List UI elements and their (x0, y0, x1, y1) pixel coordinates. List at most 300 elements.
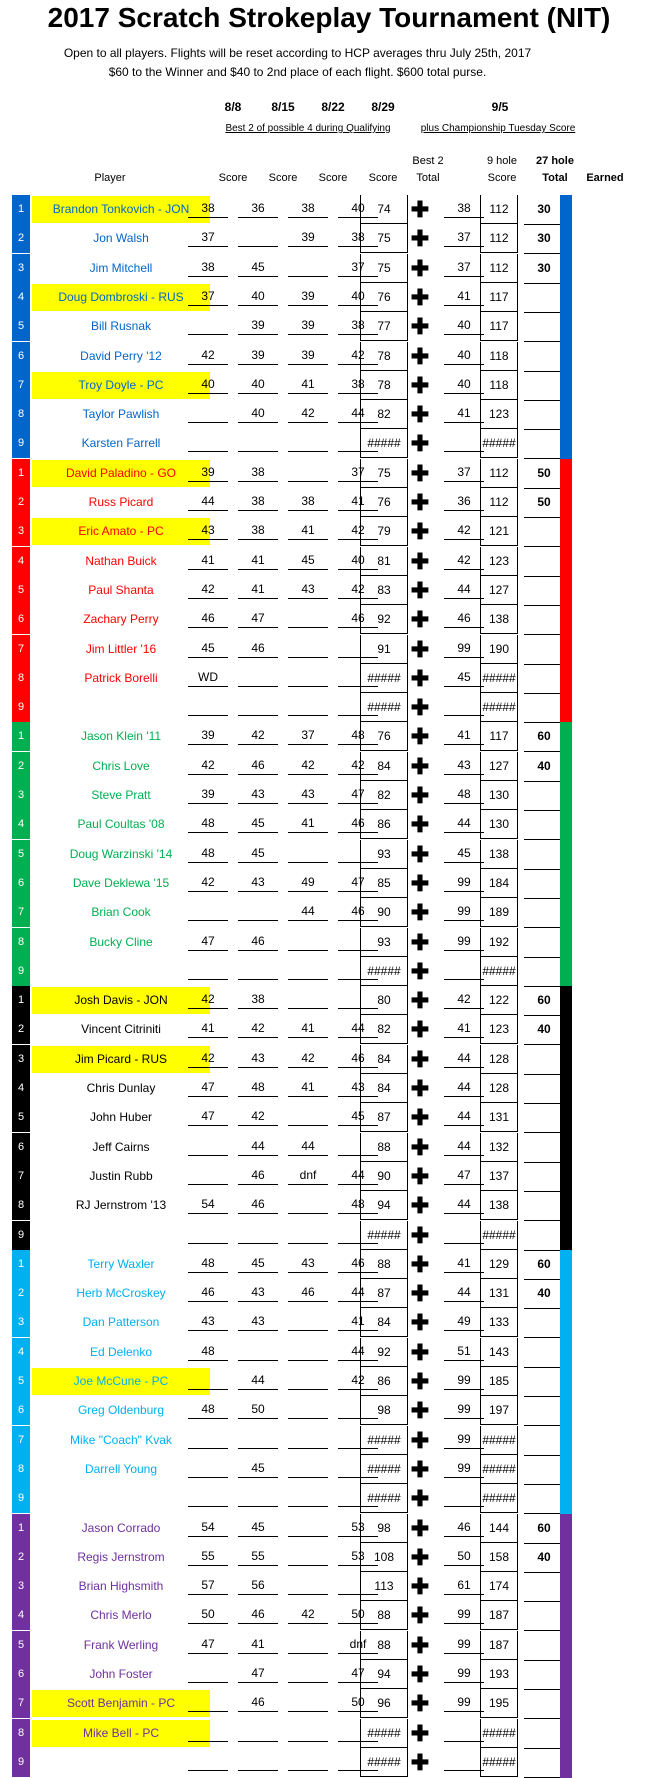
nine-hole-cell: 42 (444, 517, 484, 540)
score-cell: 50 (338, 1601, 378, 1624)
t27-total-cell: 123 (480, 1015, 518, 1044)
plus-icon: ✚ (410, 1398, 430, 1424)
rank-number: 1 (12, 459, 30, 488)
earned-cell: 60 (524, 1250, 564, 1280)
nine-hole-cell: 41 (444, 722, 484, 745)
plus-icon: ✚ (410, 519, 430, 545)
score-cell: 46 (238, 1191, 278, 1214)
t27-total-cell: 127 (480, 576, 518, 605)
score-cell: 46 (238, 928, 278, 951)
score-cell: 47 (188, 1103, 228, 1126)
nine-hole-cell: 99 (444, 1660, 484, 1683)
score-header-2: Score (268, 172, 298, 184)
score-cell: 38 (238, 517, 278, 540)
table-row (12, 1338, 652, 1367)
score-cell (288, 1660, 328, 1683)
earned-cell (524, 1484, 564, 1514)
player-name (32, 1485, 210, 1512)
player-name: Ed Delenko (89, 1344, 153, 1359)
score-cell (238, 1748, 278, 1771)
plus-icon: ✚ (410, 900, 430, 926)
best2-total-cell: 92 (360, 605, 408, 634)
best2-total-cell: ##### (360, 664, 408, 693)
rank-number: 7 (12, 898, 30, 927)
score-cell: 45 (238, 1514, 278, 1537)
earned-cell (524, 928, 564, 958)
table-row (12, 810, 652, 839)
nine-hole-header-bottom: Score (487, 172, 517, 184)
best2-total-cell: 75 (360, 254, 408, 283)
score-cell: 47 (188, 928, 228, 951)
t27-total-cell: ##### (480, 429, 518, 458)
plus-icon: ✚ (410, 1456, 430, 1482)
best2-total-cell: 87 (360, 1103, 408, 1132)
rank-number: 7 (12, 1426, 30, 1455)
nine-hole-cell: 40 (444, 342, 484, 365)
table-row (12, 1367, 652, 1396)
t27-total-cell: 112 (480, 224, 518, 253)
table-row (12, 928, 652, 957)
player-name: John Foster (89, 1667, 153, 1681)
nine-hole-cell: 99 (444, 1455, 484, 1478)
table-row (12, 869, 652, 898)
score-cell (188, 693, 228, 716)
score-cell: 47 (338, 1660, 378, 1683)
rank-number: 1 (12, 986, 30, 1015)
rank-number: 2 (12, 1279, 30, 1308)
rank-number: 4 (12, 1338, 30, 1367)
t27-total-cell: 197 (480, 1396, 518, 1425)
plus-icon: ✚ (410, 724, 430, 750)
best2-header-bottom: Total (416, 172, 440, 184)
nine-hole-cell: 50 (444, 1543, 484, 1566)
score-cell: 45 (288, 547, 328, 570)
player-name: Dan Patterson (82, 1315, 160, 1330)
date-header-final: 9/5 (491, 100, 509, 114)
score-cell: 44 (238, 1133, 278, 1156)
flight-color-bar (560, 1689, 572, 1719)
t27-total-cell: 185 (480, 1367, 518, 1396)
earned-cell (524, 693, 564, 723)
t27-total-cell: 131 (480, 1279, 518, 1308)
score-cell: 50 (238, 1396, 278, 1419)
rank-number: 6 (12, 342, 30, 371)
nine-hole-cell: 99 (444, 1367, 484, 1390)
score-cell: 57 (188, 1572, 228, 1595)
score-cell: 48 (188, 810, 228, 833)
plus-icon: ✚ (410, 548, 430, 574)
rank-number: 6 (12, 605, 30, 634)
t27-total-cell: 138 (480, 840, 518, 869)
earned-header: Earned (586, 172, 624, 184)
best2-total-cell: 113 (360, 1572, 408, 1601)
table-row (12, 517, 652, 546)
score-cell (238, 898, 278, 921)
plus-icon: ✚ (410, 1749, 430, 1775)
score-cell: 48 (338, 1191, 378, 1214)
best2-total-cell: 90 (360, 1162, 408, 1191)
plus-icon: ✚ (410, 870, 430, 896)
table-row (12, 1396, 652, 1425)
flight-color-bar (560, 254, 572, 284)
score-cell (288, 664, 328, 687)
score-cell (288, 840, 328, 863)
table-row (12, 635, 652, 664)
score-cell: 44 (188, 488, 228, 511)
score-cell (188, 1426, 228, 1449)
rank-number: 6 (12, 869, 30, 898)
score-cell: 46 (238, 1689, 278, 1712)
date-header-2: 8/15 (271, 100, 295, 114)
rank-number: 5 (12, 576, 30, 605)
score-cell: 42 (238, 1015, 278, 1038)
player-name: Brian Cook (91, 905, 151, 920)
plus-icon: ✚ (410, 812, 430, 838)
score-cell (238, 1426, 278, 1449)
t27-total-cell: 195 (480, 1689, 518, 1718)
nine-hole-cell: 99 (444, 1601, 484, 1624)
table-row (12, 1455, 652, 1484)
best2-total-cell: 88 (360, 1601, 408, 1630)
flight-color-bar (560, 1455, 572, 1485)
rank-number: 8 (12, 1455, 30, 1484)
score-cell (288, 1308, 328, 1331)
score-cell: 42 (288, 400, 328, 423)
score-cell: 42 (288, 1601, 328, 1624)
earned-cell (524, 312, 564, 342)
flight-color-bar (560, 1719, 572, 1749)
score-cell (288, 1367, 328, 1390)
table-row (12, 1191, 652, 1220)
t27-total-cell: 131 (480, 1103, 518, 1132)
flight-color-bar (560, 1631, 572, 1661)
table-row (12, 547, 652, 576)
score-cell: 44 (238, 1367, 278, 1390)
score-cell (238, 693, 278, 716)
earned-cell (524, 1455, 564, 1485)
t27-total-cell: 192 (480, 928, 518, 957)
score-cell: 46 (338, 810, 378, 833)
score-cell (238, 1338, 278, 1361)
table-row (12, 1103, 652, 1132)
best2-total-cell: ##### (360, 1221, 408, 1250)
player-name (32, 694, 210, 721)
rank-number: 9 (12, 957, 30, 986)
nine-hole-cell: 44 (444, 576, 484, 599)
subtitle-purse: $60 to the Winner and $40 to 2nd place of each flight. $600 total purse. (108, 65, 487, 79)
plus-icon: ✚ (410, 695, 430, 721)
score-cell: 46 (338, 898, 378, 921)
t27-header-top: 27 hole (536, 155, 574, 167)
score-cell (288, 1455, 328, 1478)
earned-cell (524, 517, 564, 547)
plus-icon: ✚ (410, 1281, 430, 1307)
t27-total-cell: 112 (480, 195, 518, 224)
player-name: Chris Merlo (90, 1608, 152, 1623)
t27-total-cell: ##### (480, 1748, 518, 1777)
nine-hole-cell (444, 1719, 484, 1742)
rank-number: 2 (12, 488, 30, 517)
score-cell: 46 (338, 1250, 378, 1273)
nine-hole-cell: 44 (444, 1133, 484, 1156)
score-cell: 44 (338, 1279, 378, 1302)
score-cell: 46 (238, 1601, 278, 1624)
score-cell (238, 1719, 278, 1742)
t27-total-cell: 117 (480, 283, 518, 312)
player-name: Mike "Coach" Kvak (70, 1432, 172, 1447)
rank-number: 3 (12, 1045, 30, 1074)
best2-total-cell: ##### (360, 693, 408, 722)
best2-total-cell: 93 (360, 840, 408, 869)
plus-icon: ✚ (410, 1603, 430, 1629)
best2-total-cell: 77 (360, 312, 408, 341)
plus-icon: ✚ (410, 1369, 430, 1394)
t27-total-cell: 122 (480, 986, 518, 1015)
score-cell: 42 (238, 722, 278, 745)
score-cell: 39 (288, 312, 328, 335)
nine-hole-cell: 41 (444, 400, 484, 423)
flight-color-bar (560, 1250, 572, 1280)
score-cell: 39 (188, 722, 228, 745)
nine-hole-cell: 99 (444, 1689, 484, 1712)
score-cell: 46 (288, 1279, 328, 1302)
earned-cell (524, 1338, 564, 1368)
score-cell (288, 1338, 328, 1361)
player-name: Bill Rusnak (90, 319, 152, 334)
player-name: Frank Werling (83, 1637, 159, 1652)
player-name: Jim Picard - RUS (32, 1046, 210, 1073)
score-cell: 48 (188, 1250, 228, 1273)
score-cell: 37 (338, 254, 378, 277)
player-name: Doug Warzinski '14 (69, 846, 173, 861)
rank-number: 1 (12, 1250, 30, 1279)
t27-total-cell: ##### (480, 693, 518, 722)
t27-total-cell: 123 (480, 547, 518, 576)
nine-hole-cell: 37 (444, 224, 484, 247)
t27-total-cell: 189 (480, 898, 518, 927)
player-header: Player (94, 172, 126, 184)
player-name: Chris Dunlay (86, 1081, 156, 1095)
nine-hole-cell: 99 (444, 928, 484, 951)
rank-number: 4 (12, 810, 30, 839)
score-cell: 37 (288, 722, 328, 745)
flight-color-bar (560, 429, 572, 459)
plus-icon: ✚ (410, 636, 430, 662)
score-cell (288, 1543, 328, 1566)
nine-hole-cell: 49 (444, 1308, 484, 1331)
best2-total-cell: ##### (360, 1719, 408, 1748)
best2-total-cell: 98 (360, 1514, 408, 1543)
player-name: Darrell Young (84, 1461, 158, 1476)
score-cell: 49 (288, 869, 328, 892)
nine-hole-cell: 40 (444, 312, 484, 335)
nine-hole-cell: 40 (444, 371, 484, 394)
player-name: Scott Benjamin - PC (32, 1690, 210, 1717)
plus-icon: ✚ (410, 343, 430, 369)
earned-cell (524, 1103, 564, 1133)
score-cell (288, 1748, 328, 1771)
plus-icon: ✚ (410, 490, 430, 515)
earned-cell (524, 1719, 564, 1749)
best2-total-cell: 80 (360, 986, 408, 1015)
flight-color-bar (560, 957, 572, 987)
earned-cell: 40 (524, 1543, 564, 1573)
table-row (12, 1689, 652, 1718)
earned-cell (524, 840, 564, 870)
earned-cell (524, 1308, 564, 1338)
player-name: Eric Amato - PC (32, 518, 210, 545)
player-name: Joe McCune - PC (32, 1368, 210, 1395)
t27-total-cell: 138 (480, 605, 518, 634)
flight-color-bar (560, 1367, 572, 1397)
best2-total-cell: 88 (360, 1250, 408, 1279)
score-cell: 37 (188, 224, 228, 247)
flight-color-bar (560, 283, 572, 313)
plus-icon: ✚ (410, 314, 430, 340)
score-cell: 47 (338, 869, 378, 892)
best2-total-cell: 94 (360, 1191, 408, 1220)
score-cell (288, 254, 328, 277)
nine-hole-cell: 51 (444, 1338, 484, 1361)
flight-color-bar (560, 195, 572, 225)
nine-hole-cell (444, 429, 484, 452)
rank-number: 6 (12, 1133, 30, 1162)
plus-icon: ✚ (410, 1310, 430, 1336)
player-name: Jim Mitchell (89, 260, 153, 275)
rank-number: 1 (12, 722, 30, 751)
rank-number: 3 (12, 781, 30, 810)
score-cell: 50 (338, 1689, 378, 1712)
flight-color-bar (560, 693, 572, 723)
score-cell (288, 1572, 328, 1595)
flight-color-bar (560, 1133, 572, 1163)
nine-hole-cell: 99 (444, 869, 484, 892)
player-name: Justin Rubb (89, 1168, 153, 1183)
t27-total-cell: ##### (480, 1484, 518, 1513)
score-cell (288, 1396, 328, 1419)
score-cell: 48 (338, 722, 378, 745)
rank-number: 5 (12, 1367, 30, 1396)
player-name: David Paladino - GO (32, 460, 210, 487)
score-cell: 40 (338, 195, 378, 218)
plus-icon: ✚ (410, 753, 430, 779)
player-name: Troy Doyle - PC (32, 372, 210, 399)
score-cell: 42 (188, 869, 228, 892)
plus-icon: ✚ (410, 988, 430, 1014)
nine-hole-cell: 46 (444, 1514, 484, 1537)
best2-total-cell: 93 (360, 928, 408, 957)
flight-color-bar (560, 224, 572, 254)
best2-total-cell: 88 (360, 1133, 408, 1162)
score-cell: 47 (188, 1631, 228, 1654)
nine-hole-cell (444, 1484, 484, 1507)
table-row (12, 722, 652, 751)
t27-total-cell: 112 (480, 459, 518, 488)
player-name: Greg Oldenburg (77, 1403, 165, 1418)
earned-cell: 60 (524, 986, 564, 1016)
t27-total-cell: 143 (480, 1338, 518, 1367)
rank-number: 8 (12, 664, 30, 693)
score-cell: 38 (338, 312, 378, 335)
table-row (12, 1133, 652, 1162)
earned-cell (524, 1572, 564, 1602)
earned-cell (524, 781, 564, 811)
nine-hole-cell: 45 (444, 840, 484, 863)
score-cell: 39 (238, 312, 278, 335)
table-row (12, 1162, 652, 1191)
t27-total-cell: 127 (480, 752, 518, 781)
flight-color-bar (560, 459, 572, 489)
player-name: Paul Shanta (88, 582, 154, 597)
table-row (12, 224, 652, 253)
best2-total-cell: 87 (360, 1279, 408, 1308)
plus-icon: ✚ (410, 783, 430, 808)
score-cell: 46 (188, 605, 228, 628)
player-name: Regis Jernstrom (77, 1549, 165, 1564)
plus-icon: ✚ (410, 284, 430, 310)
score-cell: 44 (288, 1133, 328, 1156)
score-cell: 47 (238, 605, 278, 628)
score-cell (288, 1426, 328, 1449)
score-cell: 43 (238, 1279, 278, 1302)
score-cell (188, 1162, 228, 1185)
score-cell: 50 (188, 1601, 228, 1624)
score-cell: 42 (188, 576, 228, 599)
score-cell: 40 (238, 371, 278, 394)
date-header-4: 8/29 (371, 100, 395, 114)
score-cell (288, 1103, 328, 1126)
score-cell (188, 312, 228, 335)
rank-number: 4 (12, 1074, 30, 1103)
rank-number: 8 (12, 1719, 30, 1748)
best2-total-cell: 90 (360, 898, 408, 927)
score-cell: 45 (188, 635, 228, 658)
qualifying-note: Best 2 of possible 4 during Qualifying (225, 123, 391, 134)
score-cell (288, 1221, 328, 1244)
score-cell: 44 (338, 400, 378, 423)
player-name: Josh Davis - JON (32, 987, 210, 1014)
score-cell: 46 (338, 605, 378, 628)
flight-color-bar (560, 312, 572, 342)
score-cell: 44 (338, 1015, 378, 1038)
rank-number: 7 (12, 371, 30, 400)
rank-number: 7 (12, 635, 30, 664)
plus-icon: ✚ (410, 1163, 430, 1189)
best2-total-cell: 74 (360, 195, 408, 224)
score-cell: 41 (238, 576, 278, 599)
nine-hole-cell: 99 (444, 1631, 484, 1654)
score-cell: 41 (288, 810, 328, 833)
flight-color-bar (560, 664, 572, 694)
flight-color-bar (560, 517, 572, 547)
t27-total-cell: 184 (480, 869, 518, 898)
player-name (32, 958, 210, 985)
plus-icon: ✚ (410, 226, 430, 252)
best2-total-cell: 84 (360, 1045, 408, 1074)
best2-total-cell: 86 (360, 1367, 408, 1396)
score-cell (188, 898, 228, 921)
plus-icon: ✚ (410, 958, 430, 984)
score-cell: 54 (188, 1191, 228, 1214)
score-cell: 36 (238, 195, 278, 218)
earned-cell: 30 (524, 254, 564, 284)
table-row (12, 1426, 652, 1455)
plus-icon: ✚ (410, 1017, 430, 1043)
flight-color-bar (560, 547, 572, 577)
nine-hole-cell: 44 (444, 1191, 484, 1214)
score-cell (288, 693, 328, 716)
score-cell: 43 (238, 781, 278, 804)
